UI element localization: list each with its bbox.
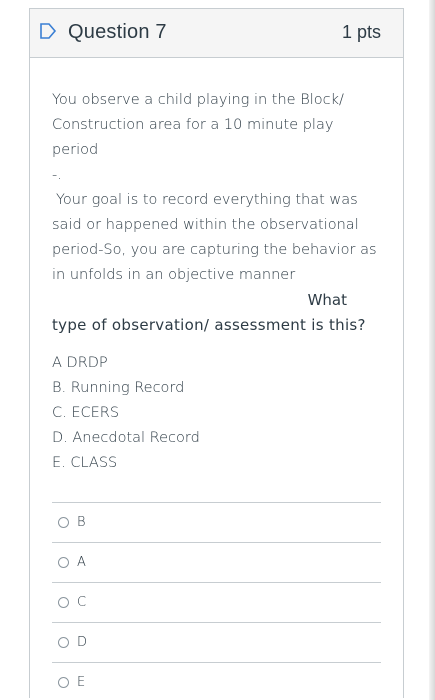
question-text-line: said or happened within the observational: [52, 217, 359, 233]
question-body: [30, 88, 403, 700]
option-list-line: C. ECERS: [52, 405, 120, 421]
answer-option-d[interactable]: [52, 623, 381, 663]
question-header: [30, 9, 403, 58]
answer-option-c[interactable]: [52, 583, 381, 623]
question-text-line: Construction area for a 10 minute play period: [52, 117, 334, 158]
answer-label[interactable]: D: [77, 635, 88, 650]
question-title: Question 7: [68, 21, 167, 43]
option-list-line: D. Anecdotal Record: [52, 430, 200, 446]
question-text-what: What: [307, 291, 347, 309]
question-text-type: type of observation/ assessment is this?: [52, 316, 366, 334]
question-card: [29, 8, 404, 698]
radio-button[interactable]: [58, 597, 69, 608]
answer-option-a[interactable]: [52, 543, 381, 583]
answer-option-b[interactable]: [52, 503, 381, 543]
answer-choices: [52, 502, 381, 700]
answer-label[interactable]: A: [77, 555, 86, 570]
radio-button[interactable]: [58, 517, 69, 528]
answer-label[interactable]: E: [77, 675, 86, 690]
question-text-line: -.: [52, 167, 62, 183]
answer-label[interactable]: C: [77, 595, 87, 610]
question-points: 1 pts: [341, 22, 381, 42]
answer-label[interactable]: B: [77, 515, 86, 530]
option-list-text: [52, 351, 381, 476]
option-list-line: E. CLASS: [52, 455, 118, 471]
question-text-line: period-So, you are capturing the behavior as: [52, 242, 377, 258]
radio-button[interactable]: [58, 637, 69, 648]
option-list-line: B. Running Record: [52, 380, 185, 396]
question-text: [52, 88, 381, 288]
window-edge: [429, 0, 435, 700]
question-text-line: You observe a child playing in the Block/: [52, 92, 344, 108]
answer-option-e[interactable]: [52, 663, 381, 700]
flag-outline-icon[interactable]: [39, 22, 57, 40]
radio-button[interactable]: [58, 677, 69, 688]
option-list-line: A DRDP: [52, 355, 108, 371]
question-text-line: Your goal is to record everything that was: [56, 192, 358, 208]
question-text-line: in unfolds in an objective manner: [52, 267, 296, 283]
radio-button[interactable]: [58, 557, 69, 568]
